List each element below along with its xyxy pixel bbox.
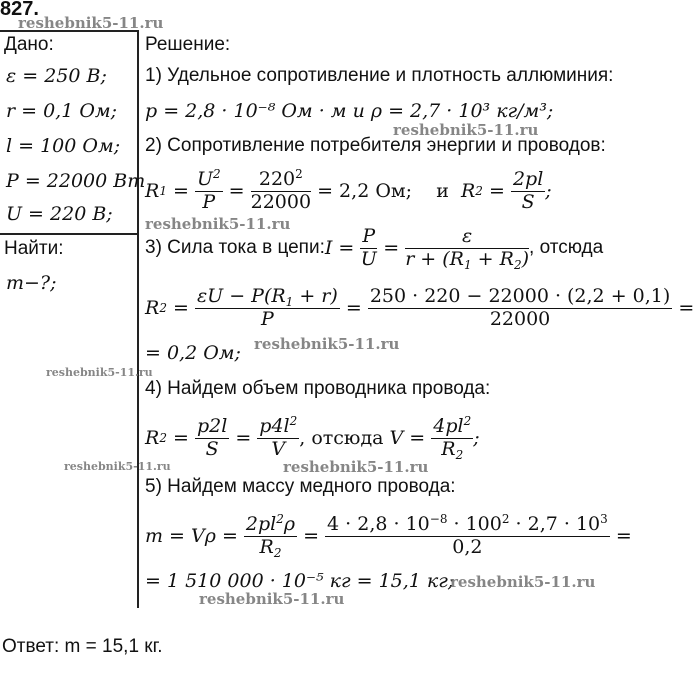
vertical-divider (137, 30, 139, 608)
step3-tail: , отсюда (529, 237, 604, 258)
given-header: Дано: (4, 34, 54, 55)
step1-text: 1) Удельное сопротивление и плотность аллюминия: (145, 65, 614, 86)
step3-result: = 0,2 Ом; (145, 342, 241, 364)
watermark: reshebnik5-11.ru (46, 366, 153, 379)
watermark: reshebnik5-11.ru (283, 458, 429, 476)
step5-formula: m = Vρ = $\frac{2pl^2\rho}{R_2}$ = $\frac{4 \cdot 2,8 \cdot 10^{-8} \cdot 100^2 \cdot 2,7 \cdot 10^3}{0,2}$ = (145, 511, 632, 560)
watermark: reshebnik5-11.ru (18, 14, 164, 32)
step5-text: 5) Найдем массу медного провода: (145, 476, 456, 497)
find-value: m−?; (6, 272, 57, 294)
given-l: l = 100 Ом; (6, 135, 121, 157)
watermark: reshebnik5-11.ru (145, 215, 291, 233)
watermark: reshebnik5-11.ru (199, 590, 345, 608)
answer: Ответ: m = 15,1 кг. (2, 636, 163, 657)
given-power: P = 22000 Вт (6, 170, 146, 192)
step3-line: 3) Сила тока в цепи: I = $\frac{P}{U}$ = $\frac{\varepsilon}{r + (R_1 + R_2)}$ , отсюда (145, 224, 604, 272)
step2-text: 2) Сопротивление потребителя энергии и проводов: (145, 135, 606, 156)
step3-formula: R 2 = $\frac{\varepsilon U - P(R_1 + r)}{P}$ = $\frac{250 \cdot 220 - 22000 \cdot (2,2 + 0,1)}{22000}$ = (145, 284, 694, 330)
watermark: reshebnik5-11.ru (450, 573, 596, 591)
given-find-divider (0, 233, 138, 235)
problem-number: 827. (0, 0, 39, 20)
watermark: reshebnik5-11.ru (393, 121, 539, 139)
given-voltage: U = 220 В; (6, 203, 113, 225)
step4-text: 4) Найдем объем проводника провода: (145, 378, 491, 399)
solution-header: Решение: (145, 34, 231, 55)
find-header: Найти: (4, 238, 64, 259)
step2-formula: R 1 = $\frac{U^2}{P}$ = $\frac{220^2}{22000}$ = 2,2 Ом; и R 2 = $\frac{2pl}{S}$ ; (145, 166, 552, 213)
step1-formula: p = 2,8 · 10⁻⁸ Ом · м и ρ = 2,7 · 10³ кг/м³; (145, 100, 554, 122)
watermark: reshebnik5-11.ru (254, 335, 400, 353)
step4-formula: R 2 = $\frac{p2l}{S}$ = $\frac{p4l^2}{V}$ , отсюда V = $\frac{4pl^2}{R_2}$ ; (145, 413, 480, 462)
watermark: reshebnik5-11.ru (64, 460, 171, 473)
given-emf: ε = 250 В; (6, 65, 107, 87)
step3-text: 3) Сила тока в цепи: (145, 237, 325, 258)
given-r: r = 0,1 Ом; (6, 100, 118, 122)
step5-result: = 1 510 000 · 10⁻⁵ кг = 15,1 кг; (145, 570, 455, 592)
